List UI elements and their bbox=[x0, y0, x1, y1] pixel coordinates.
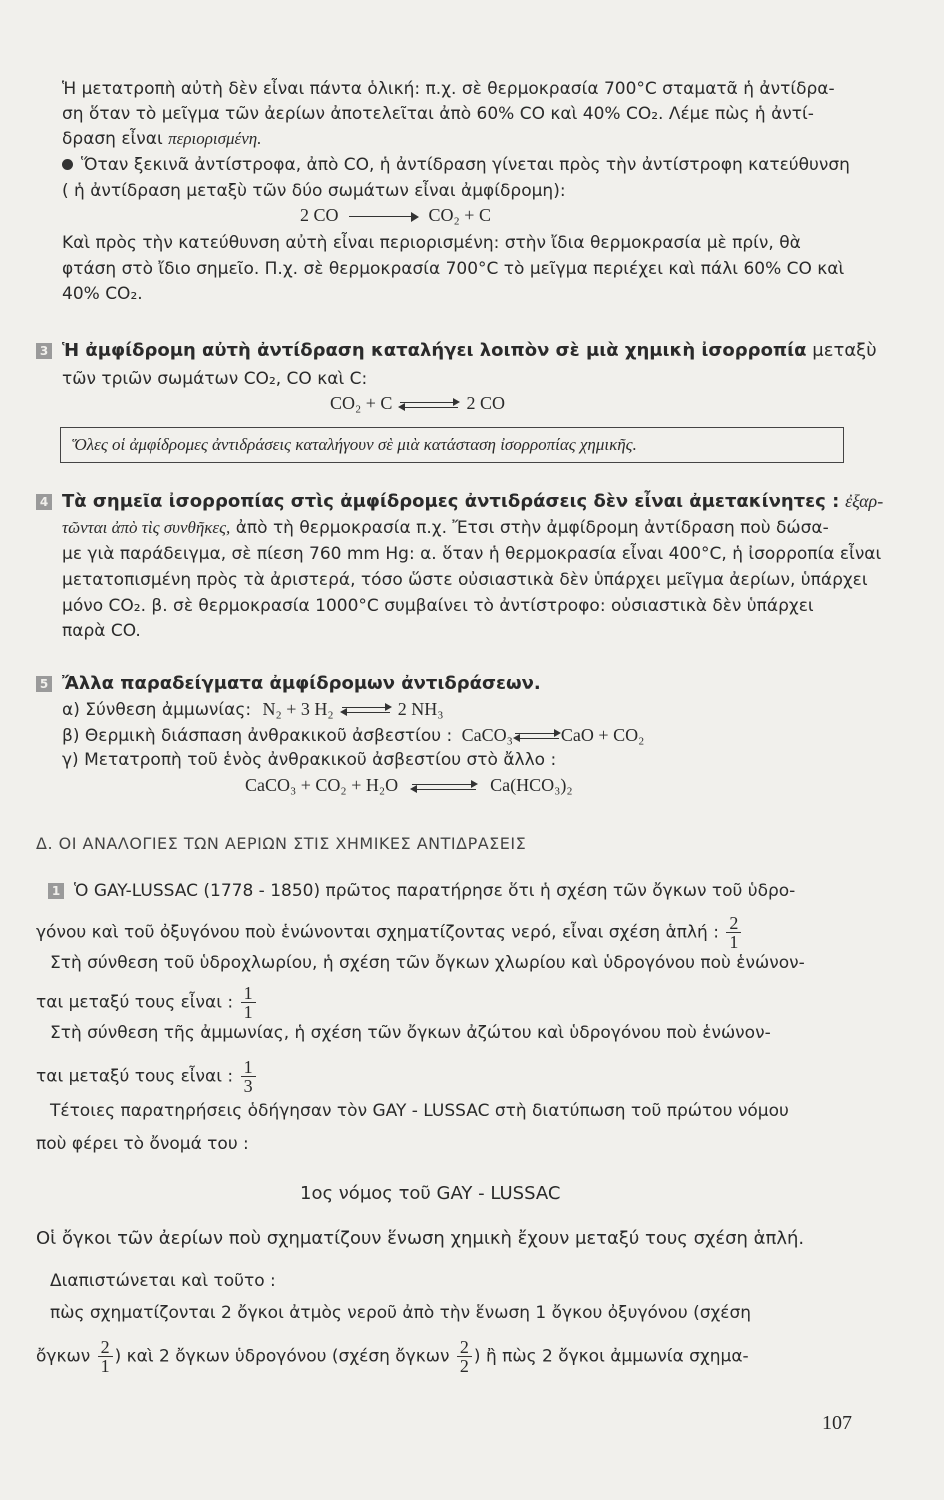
equation-3 bbox=[245, 775, 573, 796]
text-line: ποὺ φέρει τὸ ὄνομά του : bbox=[36, 1134, 249, 1154]
text-line: μόνο CO₂. β. σὲ θερμοκρασία 1000°C συμβαίνει τὸ ἀντίστροφο: οὐσιαστικὰ δὲν ὑπάρχει bbox=[62, 596, 814, 616]
section-4-line bbox=[36, 490, 883, 513]
text-line: φτάση στὸ ἴδιο σημεῖο. Π.χ. σὲ θερμοκρασία 700°C τὸ μεῖγμα περιέχει καὶ πάλι 60% CO καὶ bbox=[62, 259, 845, 279]
section-3-line bbox=[36, 340, 877, 362]
text-line: πὼς σχηματίζονται 2 ὄγκοι ἀτμὸς νεροῦ ἀπὸ τὴν ἕνωση 1 ὄγκου ὀξυγόνου (σχέση bbox=[50, 1303, 752, 1323]
text-span: ) καὶ 2 ὄγκων ὑδρογόνου (σχέση ὄγκων bbox=[114, 1346, 450, 1367]
text-line: Καὶ πρὸς τὴν κατεύθυνση αὐτὴ εἶναι περιορισμένη: στὴν ἴδια θερμοκρασία μὲ πρίν, θὰ bbox=[62, 233, 801, 253]
text-span: μεταξὺ bbox=[812, 340, 877, 361]
text-line: Στὴ σύνθεση τοῦ ὑδροχλωρίου, ἡ σχέση τῶν ὄγκων χλωρίου καὶ ὑδρογόνου ποὺ ἑνώνον- bbox=[50, 953, 805, 973]
section-number-badge: 4 bbox=[36, 494, 52, 510]
text-span: Ὅταν ξεκινᾶ ἀντίστροφα, ἀπὸ CO, ἡ ἀντίδραση γίνεται πρὸς τὴν ἀντίστροφη κατεύθυνση bbox=[81, 155, 850, 175]
bullet-icon bbox=[62, 159, 73, 170]
fraction: $\frac{2}{1}$ bbox=[98, 1338, 113, 1375]
equation-left: CaCO₃ + CO₂ + H₂O bbox=[245, 775, 399, 795]
equation-right: CO₂ + C bbox=[428, 205, 491, 225]
equation-2 bbox=[330, 393, 505, 414]
text-line bbox=[62, 517, 829, 539]
text-line: Τέτοιες παρατηρήσεις ὁδήγησαν τὸν GAY - LUSSAC στὴ διατύπωση τοῦ πρώτου νόμου bbox=[50, 1101, 789, 1121]
equilibrium-arrow-icon bbox=[400, 399, 458, 411]
example-label: α) Σύνθεση ἀμμωνίας: bbox=[62, 700, 252, 720]
text-line: 40% CO₂. bbox=[62, 284, 143, 304]
text-line: ( ἡ ἀντίδραση μεταξὺ τῶν δύο σωμάτων εἶναι ἀμφίδρομη): bbox=[62, 181, 566, 201]
law-statement: Οἱ ὄγκοι τῶν ἀερίων ποὺ σχηματίζουν ἕνωση χημικὴ ἔχουν μεταξύ τους σχέση ἁπλή. bbox=[36, 1228, 805, 1249]
example-b bbox=[62, 724, 644, 747]
equation-left: 2 CO bbox=[300, 205, 339, 225]
text-line bbox=[36, 1338, 749, 1375]
text-span: Ὁ GAY-LUSSAC (1778 - 1850) πρῶτος παρατήρησε ὅτι ἡ σχέση τῶν ὄγκων τοῦ ὑδρο- bbox=[74, 881, 796, 901]
italic-term: περιορισμένη. bbox=[168, 129, 262, 148]
equilibrium-arrow-icon bbox=[412, 781, 476, 793]
equation-left: CaCO₃ bbox=[461, 725, 513, 745]
page-number: 107 bbox=[822, 1412, 852, 1434]
section-number-badge: 1 bbox=[48, 883, 64, 899]
text-line bbox=[62, 128, 261, 150]
italic-term: ἐξαρ- bbox=[845, 491, 884, 511]
section-4-title: Τὰ σημεῖα ἰσορροπίας στὶς ἀμφίδρομες ἀντιδράσεις δὲν εἶναι ἀμετακίνητες : bbox=[62, 491, 840, 512]
fraction: $\frac{2}{2}$ bbox=[457, 1338, 472, 1375]
text-span: δραση εἶναι bbox=[62, 129, 163, 149]
text-line: με γιὰ παράδειγμα, σὲ πίεση 760 mm Hg: α. ὅταν ἡ θερμοκρασία εἶναι 400°C, ἡ ἰσορροπία εἶναι bbox=[62, 544, 882, 564]
section-number-badge: 5 bbox=[36, 676, 52, 692]
definition-text: Ὅλες οἱ ἀμφίδρομες ἀντιδράσεις καταλήγουν σὲ μιὰ κατάσταση ἰσορροπίας χημικῆς. bbox=[72, 435, 637, 454]
fraction: $\frac{1}{3}$ bbox=[241, 1058, 256, 1095]
text-span: ἀπὸ τὴ θερμοκρασία π.χ. Ἔτσι στὴν ἀμφίδρομη ἀντίδραση ποὺ δώσα- bbox=[235, 518, 829, 538]
section-3-title: Ἡ ἀμφίδρομη αὐτὴ ἀντίδραση καταλήγει λοιπὸν σὲ μιὰ χημικὴ ἰσορροπία bbox=[62, 340, 807, 361]
fraction: $\frac{2}{1}$ bbox=[726, 914, 741, 951]
law-title: 1ος νόμος τοῦ GAY - LUSSAC bbox=[300, 1183, 561, 1204]
equation-1 bbox=[300, 205, 491, 226]
text-line bbox=[48, 880, 795, 902]
text-line bbox=[62, 154, 850, 176]
text-line bbox=[36, 984, 258, 1021]
text-line: τῶν τριῶν σωμάτων CO₂, CO καὶ C: bbox=[62, 369, 368, 389]
equation-right: Ca(HCO₃)₂ bbox=[490, 775, 573, 795]
section-heading-d: Δ. ΟΙ ΑΝΑΛΟΓΙΕΣ ΤΩΝ ΑΕΡΙΩΝ ΣΤΙΣ ΧΗΜΙΚΕΣ ΑΝΤΙΔΡΑΣΕΙΣ bbox=[36, 834, 527, 853]
text-line: Ἡ μετατροπὴ αὐτὴ δὲν εἶναι πάντα ὁλική: π.χ. σὲ θερμοκρασία 700°C σταματᾶ ἡ ἀντίδρα- bbox=[62, 79, 835, 99]
text-line: Στὴ σύνθεση τῆς ἀμμωνίας, ἡ σχέση τῶν ὄγκων ἀζώτου καὶ ὑδρογόνου ποὺ ἑνώνον- bbox=[50, 1023, 771, 1043]
example-c-label: γ) Μετατροπὴ τοῦ ἑνὸς ἀνθρακικοῦ ἀσβεστίου στὸ ἄλλο : bbox=[62, 750, 557, 770]
arrow-right-icon bbox=[349, 212, 419, 222]
text-line bbox=[36, 914, 743, 951]
equation-right: 2 NH₃ bbox=[397, 699, 444, 719]
equation-left: CO₂ + C bbox=[330, 393, 393, 413]
equilibrium-arrow-icon bbox=[342, 704, 390, 716]
text-span: γόνου καὶ τοῦ ὀξυγόνου ποὺ ἑνώνονται σχηματίζοντας νερό, εἶναι σχέση ἁπλή : bbox=[36, 922, 719, 943]
italic-term: τῶνται ἀπὸ τὶς συνθῆκες, bbox=[62, 518, 231, 537]
text-line: Διαπιστώνεται καὶ τοῦτο : bbox=[50, 1271, 276, 1291]
equation-left: N₂ + 3 H₂ bbox=[262, 699, 334, 719]
text-line: ση ὅταν τὸ μεῖγμα τῶν ἀερίων ἀποτελεῖται ἀπὸ 60% CO καὶ 40% CO₂. Λέμε πὼς ἡ ἀντί- bbox=[62, 104, 814, 124]
text-span: ) ἢ πὼς 2 ὄγκοι ἀμμωνία σχημα- bbox=[473, 1346, 749, 1367]
text-line: παρὰ CO. bbox=[62, 621, 141, 641]
example-a bbox=[62, 698, 443, 721]
text-span: ται μεταξύ τους εἶναι : bbox=[36, 992, 234, 1013]
section-5-line bbox=[36, 673, 541, 695]
example-label: β) Θερμικὴ διάσπαση ἀνθρακικοῦ ἀσβεστίου : bbox=[62, 726, 453, 746]
equation-right: 2 CO bbox=[466, 393, 505, 413]
text-line: μετατοπισμένη πρὸς τὰ ἀριστερά, τόσο ὥστε οὐσιαστικὰ δὲν ὑπάρχει μεῖγμα ἀερίων, ὑπάρχει bbox=[62, 570, 868, 590]
text-span: ὄγκων bbox=[36, 1346, 91, 1367]
section-number-badge: 3 bbox=[36, 343, 52, 359]
fraction: $\frac{1}{1}$ bbox=[241, 984, 256, 1021]
equation-right: CaO + CO₂ bbox=[560, 725, 645, 745]
text-span: ται μεταξύ τους εἶναι : bbox=[36, 1066, 234, 1087]
section-5-title: Ἄλλα παραδείγματα ἀμφίδρομων ἀντιδράσεων. bbox=[62, 673, 541, 694]
equilibrium-arrow-icon bbox=[515, 730, 559, 742]
text-line bbox=[36, 1058, 258, 1095]
